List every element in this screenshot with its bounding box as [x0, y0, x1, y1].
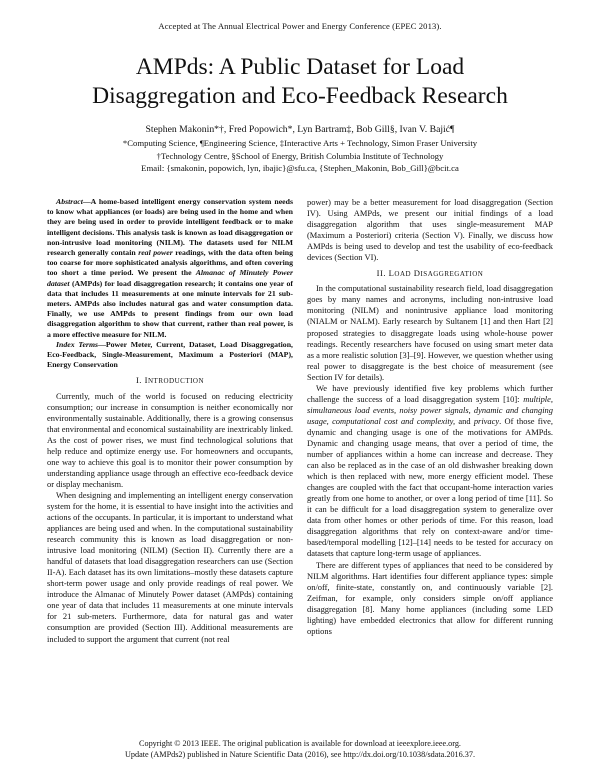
section-title-rest: NTRODUCTION	[147, 377, 205, 386]
left-column	[47, 197, 293, 645]
paragraph-emphasis: multiple, simultaneous load events, noisy power signals, dynamic and changing usage, computational cost and complexity,	[307, 393, 553, 426]
section-title-initial: I	[144, 375, 148, 386]
section-number: I.	[135, 375, 142, 386]
index-terms-text: —Power Meter, Current, Dataset, Load Disaggregation, Eco-Feedback, Single-Measurement, Maximum a Posteriori (MAP), Energy Conservation	[47, 339, 293, 370]
section-heading-introduction	[47, 375, 293, 387]
copyright-notice: Copyright © 2013 IEEE. The original publication is available for download at ieeexplore.ieee.org.	[139, 739, 461, 748]
disagg-paragraph-3: There are different types of appliances that need to be considered by NILM algorithms. Hart identifies four different appliance types: simple on/off, finite-state, constantly on, and continuously variable [2]. Zeifman, for example, only considers simple on/off appliance disaggregation [8]. Many home appliances (including some LED lighting) have embedded electronics that allow for different running options	[307, 559, 553, 636]
title-line-2: Disaggregation and Eco-Feedback Research	[92, 83, 508, 109]
abstract	[47, 197, 293, 340]
section-number: II.	[376, 268, 387, 279]
abstract-lead: Abstract	[56, 197, 83, 206]
abstract-emphasis-2: Almanac of Minutely Power dataset	[47, 268, 294, 288]
title-line-1: AMPds: A Public Dataset for Load	[135, 54, 465, 80]
abstract-text-1: —A home-based intelligent energy conservation system needs to know what appliances (or loads) are being used in the home and when they are being used in order to provide intelligent feedback or to make intelligent decisions. This analysis task is known as load disaggregation or non-intrusive load monitoring (NILM). The datasets used for NILM research generally contain	[47, 197, 293, 258]
abstract-emphasis-1: real power	[138, 248, 173, 258]
right-column	[307, 197, 553, 637]
section-heading-load-disaggregation	[307, 268, 553, 280]
update-notice: Update (AMPds2) published in Nature Scientific Data (2016), see http://dx.doi.org/10.1038/sdata.2016.37.	[124, 750, 476, 759]
affiliations-line-1: *Computing Science, ¶Engineering Science, ‡Interactive Arts + Technology, Simon Fraser University	[122, 138, 478, 148]
section-title-rest: ISAGGREGATION	[420, 270, 484, 279]
conference-note: Accepted at The Annual Electrical Power and Energy Conference (EPEC 2013).	[158, 21, 442, 31]
paper-title	[60, 53, 540, 111]
author-list: Stephen Makonin*†, Fred Popowich*, Lyn Bartram‡, Bob Gill§, Ivan V. Bajić¶	[145, 124, 455, 135]
index-terms-lead: Index Terms	[56, 339, 99, 349]
paragraph-emphasis: privacy	[473, 415, 500, 426]
affiliations-line-2: †Technology Centre, §School of Energy, British Columbia Institute of Technology	[156, 151, 444, 161]
section-title-rest: OAD	[394, 270, 412, 279]
author-emails: Email: {smakonin, popowich, lyn, ibajic}@sfu.ca, {Stephen_Makonin, Bob_Gill}@bcit.ca	[141, 163, 459, 173]
section-title-initial: D	[413, 268, 421, 279]
paragraph-text: . Of those five, dynamic and changing usage is one of the motivations for AMPds. Dynamic and changing usage means, that over a period of time, the number of appliances within a home can increase and decrease. They can also be replaced as in the case of an old dishwasher breaking down which is then replaced with new, more energy efficient model. These changes are coupled with the fact that occupant-home interaction varies greatly from one home to another, or over a long period of time [11]. So it can be difficult for a load disaggregation system to generalize over data from other homes or other periods of time. For this reason, load disaggregation algorithms that rely on context-aware and/or time-based/temporal modelling [12]–[14] needs to be tested for accuracy on datasets that capture long-term usage of appliances.	[307, 415, 553, 559]
paragraph-text: We have previously identified five key problems which further challenge the success of a load disaggregation system [10]:	[307, 382, 553, 404]
intro-paragraph-1: Currently, much of the world is focused on reducing electricity consumption; our increase in consumption is neither economically nor environmentally sustainable. Additionally, there is a growing consensus that environmental and economical sustainability are inextricably linked. As the cost of power rises, we must find technological solutions that help reduce and optimize energy use. For homeowners and occupants, one way to achieve this goal is to monitor their power consumption by understanding appliance usage through an effective eco-feedback device or display mechanism.	[47, 390, 294, 489]
disagg-paragraph-2	[307, 383, 553, 560]
abstract-text-3: (AMPds) for load disaggregation research; it contains one year of data that includes 11 measurements at one minute intervals for 21 sub-meters. AMPds also includes natural gas and water consumption data. Finally, we use AMPds to present findings from our own load disaggregation algorithm to show that current, rather than real power, is a more effective measure for NILM.	[47, 278, 293, 339]
abstract-text-2: readings, with the data often being too coarse for more sophisticated analysis algorithms, and often covering too short a time period. We present the	[47, 248, 293, 278]
intro-paragraph-3: power) may be a better measurement for load disaggregation (Section IV). Using AMPds, we present our initial findings of a load disaggregation algorithm that uses single-measurement MAP (Maximum a Posteriori) criteria (Section V). Finally, we discuss how AMPds is being used to develop and test the usability of eco-feedback devices (Section VI).	[307, 197, 553, 263]
disagg-paragraph-1: In the computational sustainability research field, load disaggregation goes by many names and acronyms, including non-intrusive load monitoring (NILM) and nonintrusive appliance load monitoring (NIALM or NALM). Early research by Sultanem [1] and then Hart [2] proposed strategies to disaggregate loads using whole-house power readings. Recently researchers have focused on using smart meter data as a more realistic solution [3]–[9]. However, we question whether using real power to disaggregate is the best choice of measurement (see Section IV for details).	[307, 283, 553, 382]
index-terms	[47, 340, 293, 371]
intro-paragraph-2: When designing and implementing an intelligent energy conservation system for the home, it is essential to have insight into the activities and actions of the occupants. In particular, it is important to understand what appliances are being used and when. In the computational sustainability research community this is known as load disaggregation or non-intrusive load monitoring (NILM) (Section II). Currently there are a handful of datasets that load disaggregation researchers can use (Section II-A). Each dataset has its own limitations–mostly these datasets capture short-term power usage and only provide readings of real power. We introduce the Almanac of Minutely Power dataset (AMPds) containing one year of data that includes 11 measurements at one minute intervals for 21 sub-meters. Furthermore, data for natural gas and water consumption are provided (Section III). Additional measurements are included to support the argument that current (not real	[47, 489, 293, 644]
paragraph-text: and	[455, 415, 474, 426]
section-title-initial: L	[388, 268, 395, 279]
